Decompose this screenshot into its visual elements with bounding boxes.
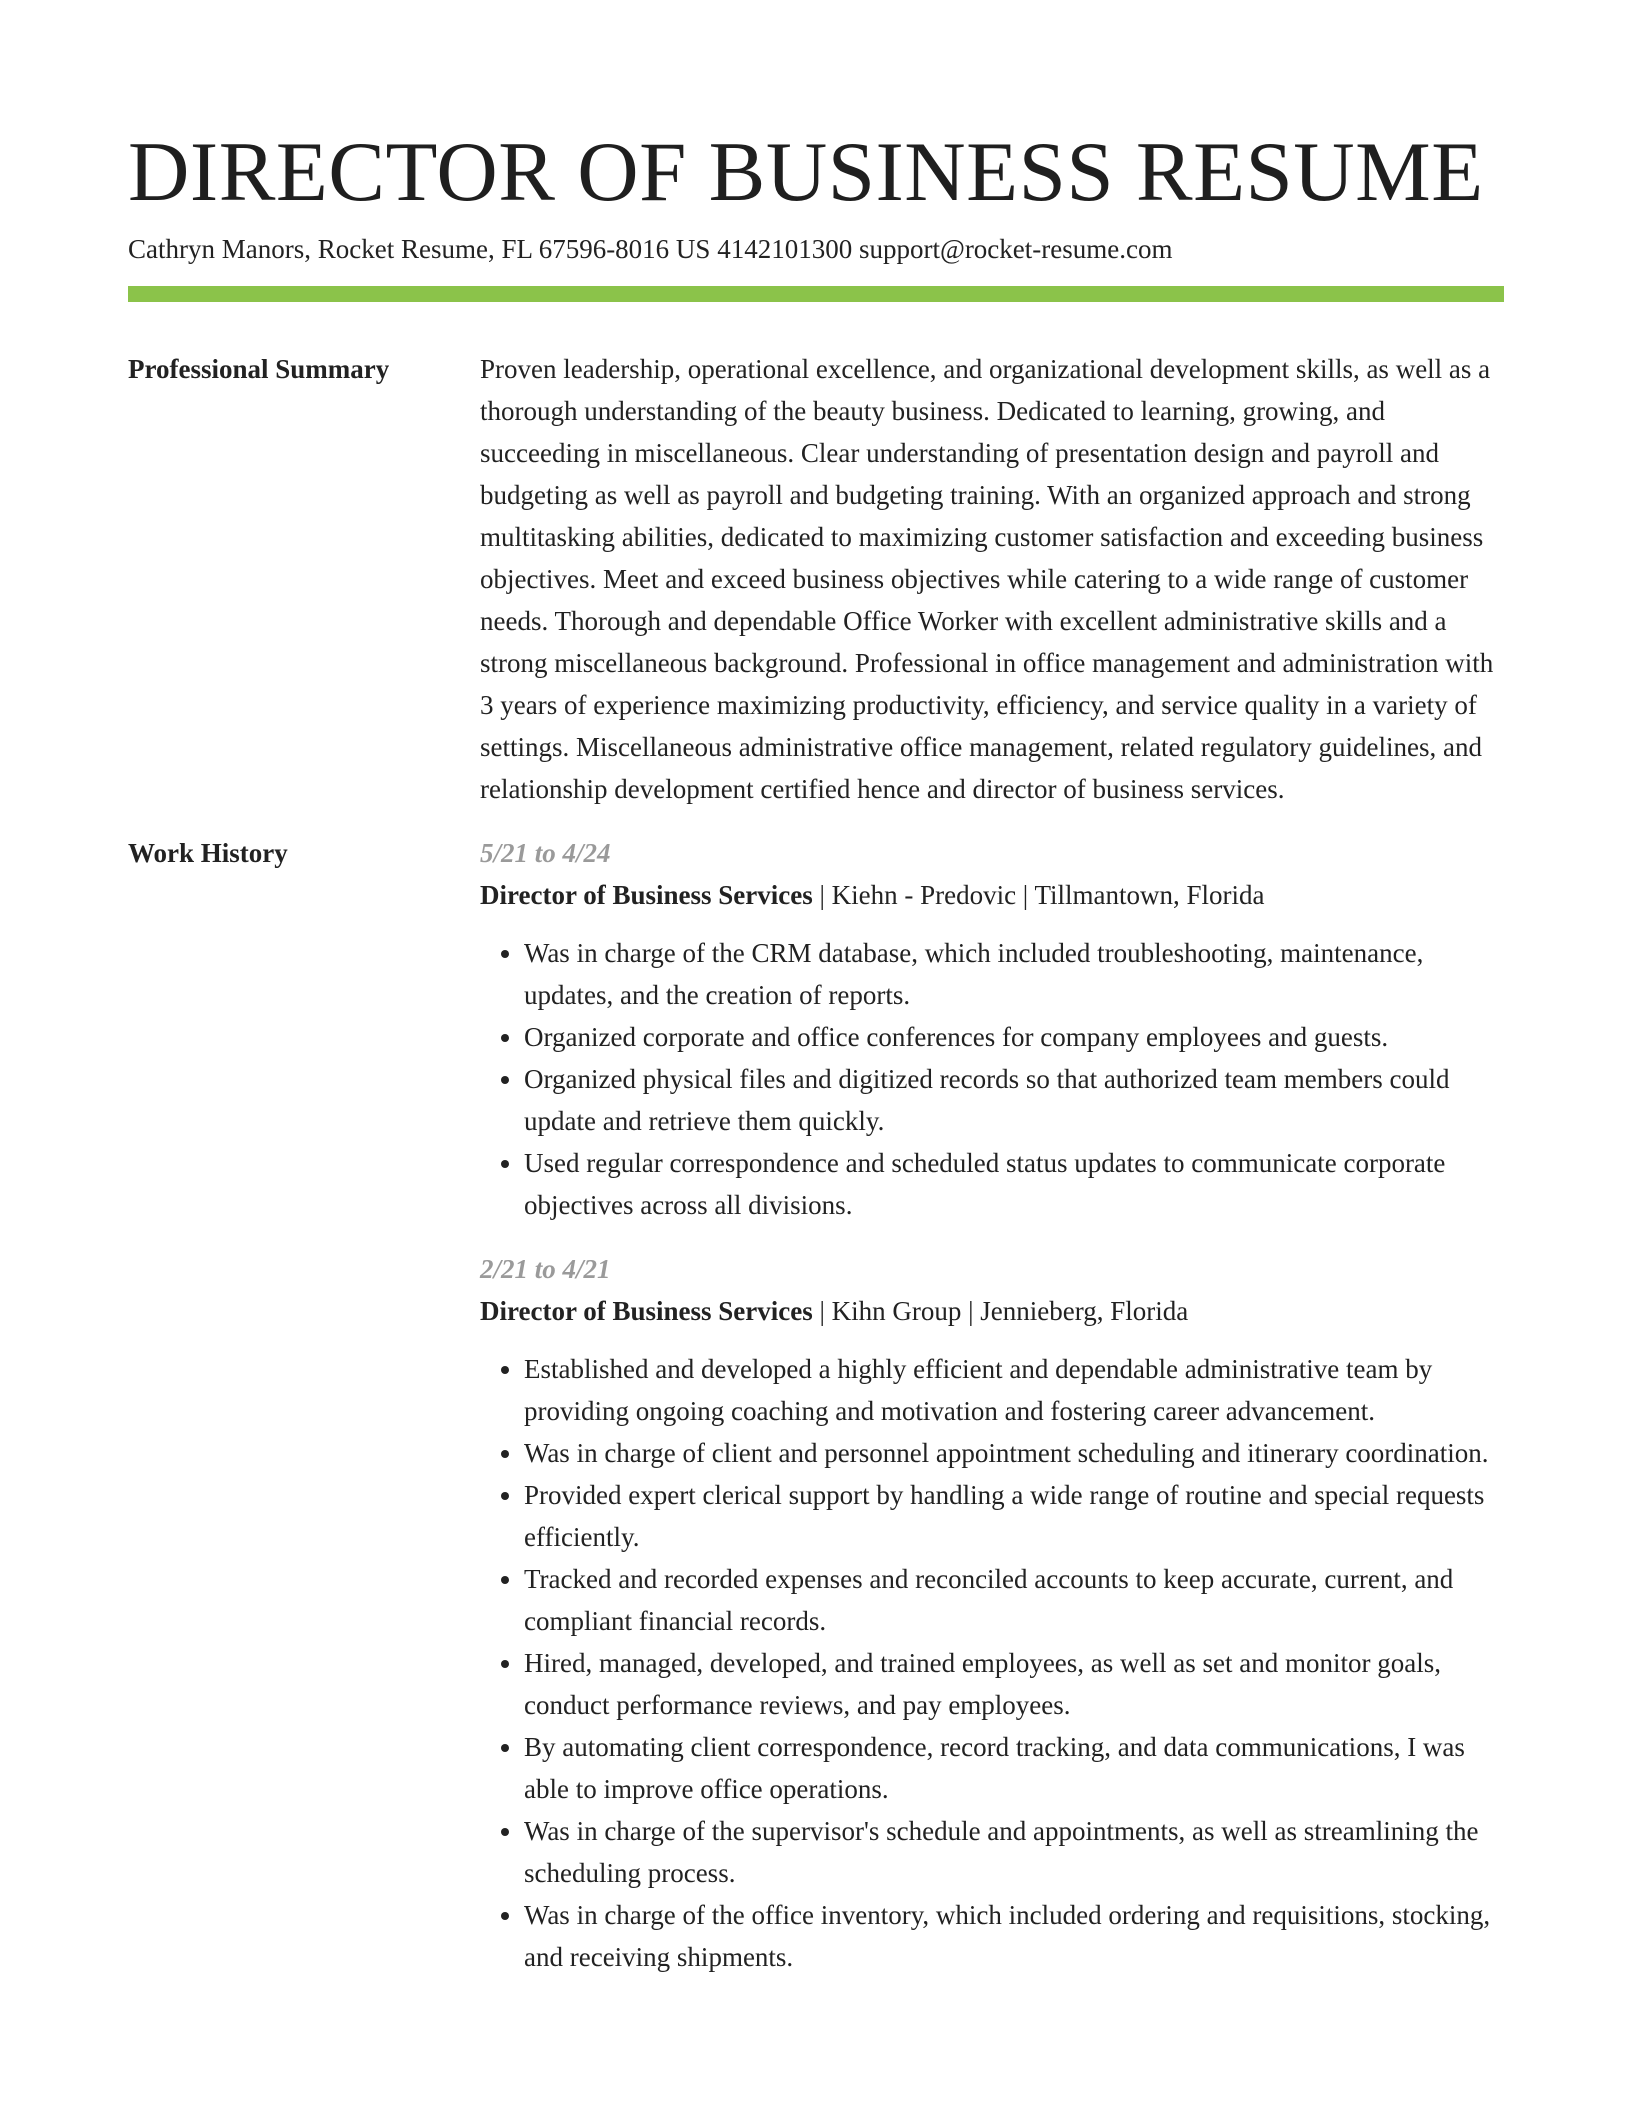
job-bullet-list [480,932,1504,1226]
job-title: Director of Business Services [480,1296,813,1326]
accent-divider [128,286,1504,302]
job-bullet: • Was in charge of the office inventory, which included ordering and requisitions, stocking, and receiving shipments. [524,1894,1504,1978]
job-bullet: • Established and developed a highly efficient and dependable administrative team by providing ongoing coaching and motivation and fostering career advancement. [524,1348,1504,1432]
job-bullet: • Was in charge of client and personnel appointment scheduling and itinerary coordination. [524,1432,1504,1474]
job-bullet: • Hired, managed, developed, and trained employees, as well as set and monitor goals, conduct performance reviews, and pay employees. [524,1642,1504,1726]
job-title: Director of Business Services [480,880,813,910]
job-heading [480,1290,1504,1332]
job-bullet: • By automating client correspondence, record tracking, and data communications, I was able to improve office operations. [524,1726,1504,1810]
section-label-work-history: Work History [128,838,288,868]
job-bullet: • Organized physical files and digitized records so that authorized team members could update and retrieve them quickly. [524,1058,1504,1142]
job-bullet: • Was in charge of the CRM database, which included troubleshooting, maintenance, updates, and the creation of reports. [524,932,1504,1016]
work-history-body [480,832,1504,2000]
job-bullet-list [480,1348,1504,1978]
resume-page [128,122,1504,2000]
work-history-section [128,832,1504,2000]
job-dates: 5/21 to 4/24 [480,838,611,868]
job-bullet: • Was in charge of the supervisor's schedule and appointments, as well as streamlining the scheduling process. [524,1810,1504,1894]
job-bullet: • Tracked and recorded expenses and reconciled accounts to keep accurate, current, and compliant financial records. [524,1558,1504,1642]
summary-text: Proven leadership, operational excellence, and organizational development skills, as well as a thorough understanding of the beauty business. Dedicated to learning, growing, and succeeding in miscellaneous. Clear understanding of presentation design and payroll and budgeting as well as payroll and budgeting training. With an organized approach and strong multitasking abilities, dedicated to maximizing customer satisfaction and exceeding business objectives. Meet and exceed business objectives while catering to a wide range of customer needs. Thorough and dependable Office Worker with excellent administrative skills and a strong miscellaneous background. Professional in office management and administration with 3 years of experience maximizing productivity, efficiency, and service quality in a variety of settings. Miscellaneous administrative office management, related regulatory guidelines, and relationship development certified hence and director of business services. [480,354,1494,804]
job-bullet: • Used regular correspondence and scheduled status updates to communicate corporate objectives across all divisions. [524,1142,1504,1226]
job-entry [480,1248,1504,1978]
job-details: | Kiehn - Predovic | Tillmantown, Florida [812,880,1265,910]
professional-summary-section [128,348,1504,810]
job-entry [480,832,1504,1226]
job-dates: 2/21 to 4/21 [480,1254,611,1284]
resume-title: DIRECTOR OF BUSINESS RESUME [128,125,1484,219]
job-details: | Kihn Group | Jennieberg, Florida [812,1296,1189,1326]
job-bullet: • Organized corporate and office conferences for company employees and guests. [524,1016,1504,1058]
job-bullet: • Provided expert clerical support by handling a wide range of routine and special requests efficiently. [524,1474,1504,1558]
section-label-summary: Professional Summary [128,354,390,384]
contact-line: Cathryn Manors, Rocket Resume, FL 67596-8016 US 4142101300 support@rocket-resume.com [128,234,1173,264]
job-heading [480,874,1504,916]
